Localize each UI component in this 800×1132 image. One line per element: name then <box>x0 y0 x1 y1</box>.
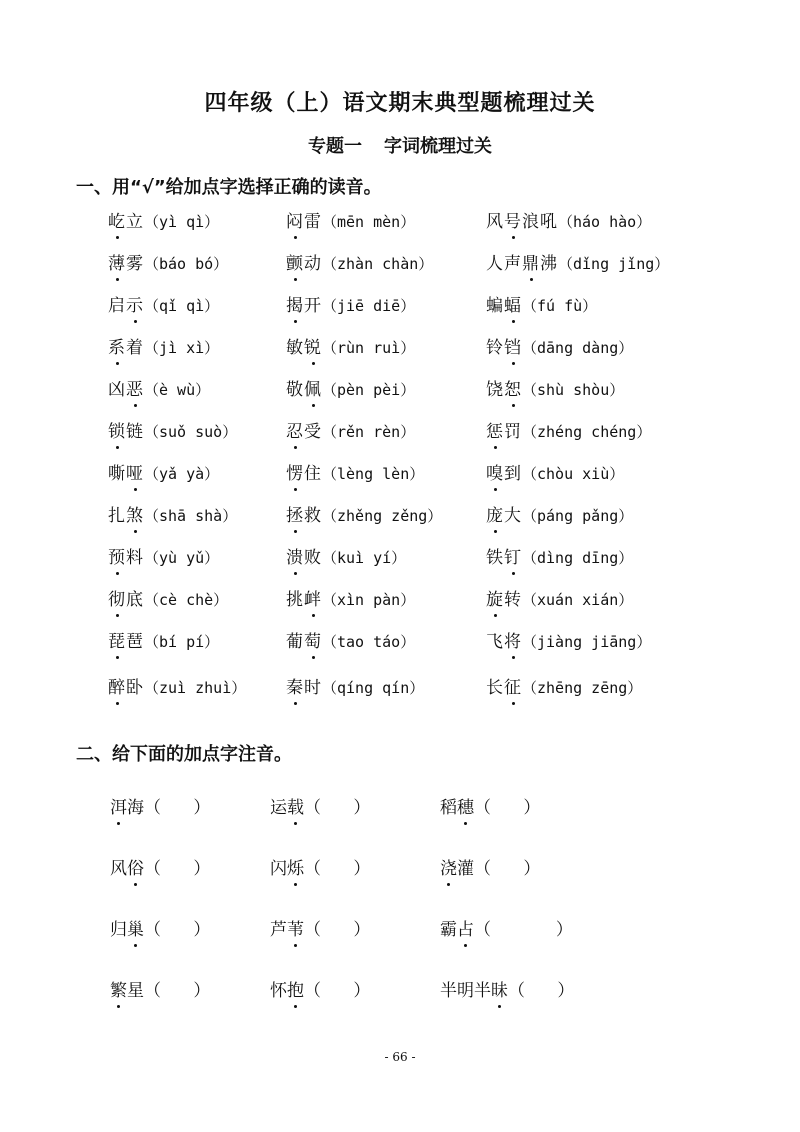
word <box>108 254 144 274</box>
word <box>286 380 322 400</box>
character: 住 <box>304 464 322 484</box>
word <box>486 338 522 358</box>
dotted-character: 烁 <box>287 859 304 879</box>
dotted-character: 嗅 <box>486 464 504 484</box>
character: 挑 <box>286 590 304 610</box>
pronunciation-item <box>486 546 633 570</box>
dotted-character: 预 <box>108 548 126 568</box>
pronunciation-item <box>286 546 406 570</box>
word <box>108 422 144 442</box>
character: 雷 <box>304 212 322 232</box>
word <box>486 548 522 568</box>
pronunciation-item <box>286 630 415 654</box>
character: 葡 <box>286 632 304 652</box>
character: 敏 <box>286 338 304 358</box>
dotted-character: 洱 <box>110 798 127 818</box>
page-title: 四年级（上）语文期末典型题梳理过关 <box>204 90 596 116</box>
character: 受 <box>304 422 322 442</box>
annotation-item <box>440 796 540 820</box>
dotted-character: 抱 <box>287 981 304 1001</box>
pronunciation-item <box>286 210 415 234</box>
pinyin-options[interactable]: （zhéng chéng） <box>522 423 652 441</box>
word <box>286 422 322 442</box>
pinyin-options[interactable]: （xuán xián） <box>522 591 634 609</box>
pinyin-options[interactable]: （mēn mèn） <box>322 213 416 231</box>
dotted-character: 巢 <box>127 920 144 940</box>
word <box>110 798 144 818</box>
annotation-item <box>270 796 370 820</box>
character: 星 <box>127 981 144 1001</box>
character: 风 <box>486 212 504 232</box>
dotted-character: 铛 <box>504 338 522 358</box>
pinyin-options[interactable]: （rěn rèn） <box>322 423 416 441</box>
dotted-character: 哑 <box>126 464 144 484</box>
annotation-item <box>110 796 210 820</box>
pinyin-options[interactable]: （yì qì） <box>144 213 220 231</box>
dotted-character: 繁 <box>110 981 127 1001</box>
character: 稻 <box>440 798 457 818</box>
answer-blank[interactable]: （ ） <box>508 981 575 1001</box>
character: 风 <box>110 859 127 879</box>
dotted-character: 煞 <box>126 506 144 526</box>
pinyin-options[interactable]: （qǐ qì） <box>144 297 220 315</box>
pinyin-options[interactable]: （xìn pàn） <box>322 591 416 609</box>
pinyin-options[interactable]: （yǎ yà） <box>144 465 220 483</box>
character: 声 <box>504 254 522 274</box>
answer-blank[interactable]: （ ） <box>474 798 541 818</box>
pinyin-options[interactable]: （tao táo） <box>322 633 416 651</box>
annotation-item <box>440 918 573 942</box>
annotation-item <box>110 857 210 881</box>
subtitle-topic: 专题一 <box>308 136 362 157</box>
dotted-character: 醉 <box>108 678 126 698</box>
word <box>108 548 144 568</box>
character: 时 <box>304 678 322 698</box>
pinyin-options[interactable]: （fú fù） <box>522 297 598 315</box>
dotted-character: 载 <box>287 798 304 818</box>
dotted-character: 示 <box>126 296 144 316</box>
dotted-character: 穗 <box>457 798 474 818</box>
character: 扎 <box>108 506 126 526</box>
word <box>486 380 522 400</box>
word <box>286 212 322 232</box>
pronunciation-item <box>108 462 219 486</box>
character: 嘶 <box>108 464 126 484</box>
annotation-item <box>110 979 210 1003</box>
dotted-character: 钉 <box>504 548 522 568</box>
word <box>486 590 522 610</box>
dotted-character: 忍 <box>286 422 304 442</box>
pinyin-options[interactable]: （shā shà） <box>144 507 238 525</box>
pronunciation-item <box>108 420 237 444</box>
word <box>486 254 558 274</box>
answer-blank[interactable]: （ ） <box>144 920 211 940</box>
pronunciation-item <box>486 210 651 234</box>
pinyin-options[interactable]: （qíng qín） <box>322 679 425 697</box>
character: 罚 <box>504 422 522 442</box>
dotted-character: 旋 <box>486 590 504 610</box>
dotted-character: 秦 <box>286 678 304 698</box>
pinyin-options[interactable]: （dǐng jǐng） <box>558 255 670 273</box>
character: 链 <box>126 422 144 442</box>
dotted-character: 苇 <box>287 920 304 940</box>
annotation-item <box>440 979 574 1003</box>
dotted-character: 溃 <box>286 548 304 568</box>
character: 霸 <box>440 920 457 940</box>
character: 底 <box>126 590 144 610</box>
answer-blank[interactable]: （ ） <box>144 859 211 879</box>
word <box>486 422 522 442</box>
word <box>110 920 144 940</box>
pinyin-options[interactable]: （chòu xiù） <box>522 465 625 483</box>
pinyin-options[interactable]: （háo hào） <box>558 213 652 231</box>
character: 敬 <box>286 380 304 400</box>
answer-blank[interactable]: （ ） <box>144 798 211 818</box>
word <box>270 981 304 1001</box>
pronunciation-item <box>108 378 210 402</box>
word <box>286 296 322 316</box>
pinyin-options[interactable]: （jiàng jiāng） <box>522 633 652 651</box>
character: 铃 <box>486 338 504 358</box>
page-number: - 66 - <box>384 1050 416 1064</box>
subtitle-name: 字词梳理过关 <box>384 136 492 157</box>
character: 雾 <box>126 254 144 274</box>
pronunciation-item <box>286 462 424 486</box>
dotted-character: 琵 <box>108 632 126 652</box>
character: 琶 <box>126 632 144 652</box>
pronunciation-item <box>486 588 633 612</box>
word <box>286 254 322 274</box>
dotted-character: 闷 <box>286 212 304 232</box>
character: 转 <box>504 590 522 610</box>
dotted-character: 征 <box>504 678 522 698</box>
pinyin-options[interactable]: （è wù） <box>144 381 211 399</box>
character: 飞 <box>486 632 504 652</box>
character: 大 <box>504 506 522 526</box>
word <box>486 678 522 698</box>
dotted-character: 衅 <box>304 590 322 610</box>
dotted-character: 系 <box>108 338 126 358</box>
pronunciation-item <box>286 252 433 276</box>
character: 启 <box>108 296 126 316</box>
word <box>108 212 144 232</box>
annotation-item <box>270 918 370 942</box>
dotted-character: 恶 <box>126 380 144 400</box>
word <box>286 464 322 484</box>
pinyin-options[interactable]: （suǒ suò） <box>144 423 238 441</box>
pronunciation-item <box>108 210 219 234</box>
dotted-character: 萄 <box>304 632 322 652</box>
character: 凶 <box>108 380 126 400</box>
pinyin-options[interactable]: （pèn pèi） <box>322 381 416 399</box>
word <box>108 590 144 610</box>
dotted-character: 屹 <box>108 212 126 232</box>
dotted-character: 蝠 <box>504 296 522 316</box>
pronunciation-item <box>486 294 597 318</box>
character: 蝙 <box>486 296 504 316</box>
word <box>270 798 304 818</box>
word <box>486 632 522 652</box>
character: 开 <box>304 296 322 316</box>
pronunciation-item <box>486 630 651 654</box>
pronunciation-item <box>286 420 415 444</box>
word <box>108 506 144 526</box>
pinyin-options[interactable]: （bí pí） <box>144 633 220 651</box>
word <box>440 798 474 818</box>
character: 半 <box>440 981 457 1001</box>
pinyin-options[interactable]: （lèng lèn） <box>322 465 425 483</box>
pronunciation-item <box>286 504 442 528</box>
character: 芦 <box>270 920 287 940</box>
answer-blank[interactable]: （ ） <box>474 859 541 879</box>
annotation-item <box>270 857 370 881</box>
word <box>286 632 322 652</box>
pinyin-options[interactable]: （zhěng zěng） <box>322 507 443 525</box>
pinyin-options[interactable]: （kuì yí） <box>322 549 407 567</box>
character: 料 <box>126 548 144 568</box>
character: 海 <box>127 798 144 818</box>
word <box>110 859 144 879</box>
character: 败 <box>304 548 322 568</box>
word <box>108 338 144 358</box>
dotted-character: 锁 <box>108 422 126 442</box>
pronunciation-item <box>286 294 415 318</box>
annotation-item <box>110 918 210 942</box>
word <box>108 632 144 652</box>
answer-blank[interactable]: （ ） <box>304 859 371 879</box>
answer-blank[interactable]: （ ） <box>144 981 211 1001</box>
character: 救 <box>304 506 322 526</box>
character: 着 <box>126 338 144 358</box>
pronunciation-item <box>286 378 415 402</box>
word <box>486 212 558 232</box>
dotted-character: 庞 <box>486 506 504 526</box>
word <box>440 920 474 940</box>
character: 吼 <box>540 212 558 232</box>
pronunciation-item <box>108 630 219 654</box>
question-two-heading: 二、给下面的加点字注音。 <box>76 744 292 765</box>
word <box>286 678 322 698</box>
answer-blank[interactable]: （ ） <box>304 798 371 818</box>
pronunciation-item <box>108 294 219 318</box>
character: 到 <box>504 464 522 484</box>
pinyin-options[interactable]: （yù yǔ） <box>144 549 220 567</box>
dotted-character: 薄 <box>108 254 126 274</box>
answer-blank[interactable]: （ ） <box>304 920 371 940</box>
word <box>286 590 322 610</box>
dotted-character: 颤 <box>286 254 304 274</box>
pronunciation-item <box>108 676 246 700</box>
word <box>286 548 322 568</box>
dotted-character: 俗 <box>127 859 144 879</box>
word <box>110 981 144 1001</box>
pronunciation-item <box>486 336 633 360</box>
pronunciation-item <box>108 504 237 528</box>
character: 怀 <box>270 981 287 1001</box>
word <box>486 296 522 316</box>
dotted-character: 拯 <box>286 506 304 526</box>
character: 沸 <box>540 254 558 274</box>
dotted-character: 恕 <box>504 380 522 400</box>
question-one-heading: 一、用“√”给加点字选择正确的读音。 <box>76 177 382 198</box>
pronunciation-item <box>486 676 642 700</box>
character: 卧 <box>126 678 144 698</box>
dotted-character: 号 <box>504 212 522 232</box>
pinyin-options[interactable]: （zhēng zēng） <box>522 679 643 697</box>
pronunciation-item <box>486 378 624 402</box>
pronunciation-item <box>108 252 228 276</box>
pronunciation-item <box>108 336 219 360</box>
pinyin-options[interactable]: （zuì zhuì） <box>144 679 247 697</box>
dotted-character: 佩 <box>304 380 322 400</box>
pronunciation-item <box>108 546 219 570</box>
dotted-character: 昧 <box>491 981 508 1001</box>
word <box>486 464 522 484</box>
word <box>108 380 144 400</box>
character: 运 <box>270 798 287 818</box>
dotted-character: 占 <box>457 920 474 940</box>
pinyin-options[interactable]: （zhàn chàn） <box>322 255 434 273</box>
pronunciation-item <box>486 420 651 444</box>
character: 半 <box>474 981 491 1001</box>
dotted-character: 揭 <box>286 296 304 316</box>
character: 长 <box>486 678 504 698</box>
pronunciation-item <box>108 588 228 612</box>
character: 明 <box>457 981 474 1001</box>
pinyin-options[interactable]: （rùn ruì） <box>322 339 416 357</box>
character: 铁 <box>486 548 504 568</box>
answer-blank[interactable]: （ ） <box>304 981 371 1001</box>
word <box>286 506 322 526</box>
annotation-item <box>440 857 540 881</box>
pinyin-options[interactable]: （dāng dàng） <box>522 339 634 357</box>
word <box>108 464 144 484</box>
character: 饶 <box>486 380 504 400</box>
word <box>486 506 522 526</box>
dotted-character: 惩 <box>486 422 504 442</box>
word <box>286 338 322 358</box>
pinyin-options[interactable]: （báo bó） <box>144 255 229 273</box>
pronunciation-item <box>286 676 424 700</box>
dotted-character: 锐 <box>304 338 322 358</box>
character: 归 <box>110 920 127 940</box>
pinyin-options[interactable]: （jì xì） <box>144 339 220 357</box>
character: 浪 <box>522 212 540 232</box>
pronunciation-item <box>486 504 633 528</box>
pinyin-options[interactable]: （shù shòu） <box>522 381 625 399</box>
dotted-character: 彻 <box>108 590 126 610</box>
pinyin-options[interactable]: （cè chè） <box>144 591 229 609</box>
character: 人 <box>486 254 504 274</box>
character: 动 <box>304 254 322 274</box>
pronunciation-item <box>286 588 415 612</box>
dotted-character: 浇 <box>440 859 457 879</box>
pinyin-options[interactable]: （dìng dīng） <box>522 549 634 567</box>
answer-blank[interactable]: （ ） <box>474 920 573 940</box>
word <box>108 296 144 316</box>
word <box>270 859 304 879</box>
dotted-character: 将 <box>504 632 522 652</box>
character: 立 <box>126 212 144 232</box>
character: 灌 <box>457 859 474 879</box>
pronunciation-item <box>486 462 624 486</box>
section-subtitle <box>0 132 800 158</box>
word <box>440 859 474 879</box>
pinyin-options[interactable]: （jiē diē） <box>322 297 416 315</box>
word <box>108 678 144 698</box>
word <box>270 920 304 940</box>
word <box>440 981 508 1001</box>
dotted-character: 鼎 <box>522 254 540 274</box>
pinyin-options[interactable]: （páng pǎng） <box>522 507 634 525</box>
character: 闪 <box>270 859 287 879</box>
pronunciation-item <box>486 252 669 276</box>
pronunciation-item <box>286 336 415 360</box>
dotted-character: 愣 <box>286 464 304 484</box>
annotation-item <box>270 979 370 1003</box>
